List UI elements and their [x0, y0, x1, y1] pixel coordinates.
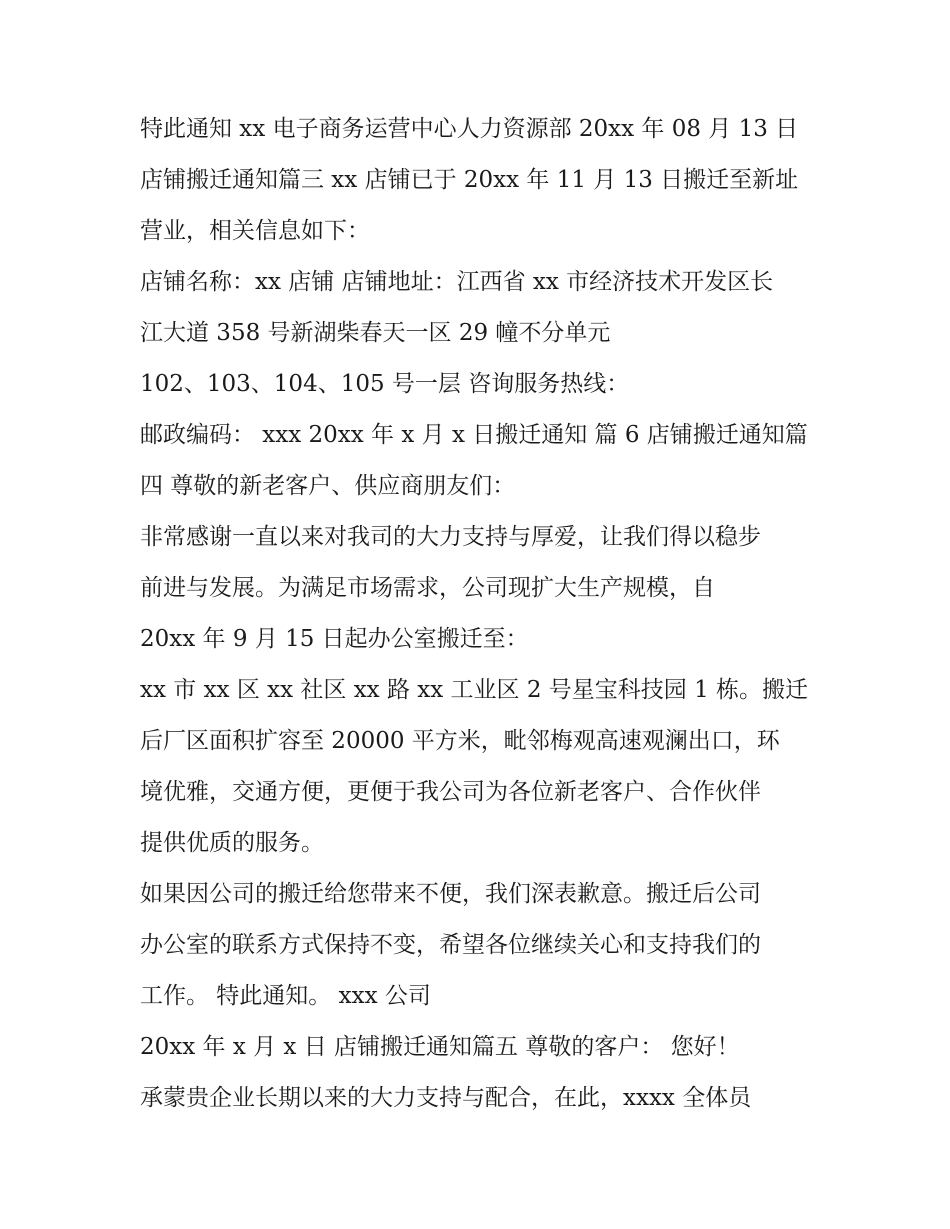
text-line: 江大道 358 号新湖柴春天一区 29 幢不分单元	[140, 320, 611, 346]
text-line: 非常感谢一直以来对我司的大力支持与厚爱，让我们得以稳步	[140, 524, 761, 550]
text-line: 邮政编码： xxx 20xx 年 x 月 x 日搬迁通知 篇 6 店铺搬迁通知篇	[140, 422, 808, 448]
text-line: 四 尊敬的新老客户、供应商朋友们：	[140, 473, 516, 499]
document-body	[140, 104, 820, 1124]
text-line: 特此通知 xx 电子商务运营中心人力资源部 20xx 年 08 月 13 日	[140, 116, 799, 142]
text-line: 如果因公司的搬迁给您带来不便，我们深表歉意。搬迁后公司	[140, 881, 761, 907]
text-line: 20xx 年 9 月 15 日起办公室搬迁至：	[140, 626, 529, 652]
text-line: 20xx 年 x 月 x 日 店铺搬迁通知篇五 尊敬的客户： 您好！	[140, 1034, 740, 1060]
text-line: 前进与发展。为满足市场需求，公司现扩大生产规模，自	[140, 575, 715, 601]
text-line: 办公室的联系方式保持不变，希望各位继续关心和支持我们的	[140, 932, 761, 958]
text-line: 提供优质的服务。	[140, 830, 324, 856]
text-line: 店铺搬迁通知篇三 xx 店铺已于 20xx 年 11 月 13 日搬迁至新址	[140, 167, 799, 193]
text-line: 工作。 特此通知。 xxx 公司	[140, 983, 431, 1009]
text-line: 承蒙贵企业长期以来的大力支持与配合，在此，xxxx 全体员	[140, 1085, 752, 1111]
text-line: 营业，相关信息如下：	[140, 218, 370, 244]
text-line: 境优雅，交通方便，更便于我公司为各位新老客户、合作伙伴	[140, 779, 761, 805]
text-line: 店铺名称：xx 店铺 店铺地址：江西省 xx 市经济技术开发区长	[140, 269, 774, 295]
text-line: xx 市 xx 区 xx 社区 xx 路 xx 工业区 2 号星宝科技园 1 栋。搬迁	[140, 677, 809, 703]
text-line: 后厂区面积扩容至 20000 平方米，毗邻梅观高速观澜出口，环	[140, 728, 780, 754]
text-line: 102、103、104、105 号一层 咨询服务热线：	[140, 371, 630, 397]
